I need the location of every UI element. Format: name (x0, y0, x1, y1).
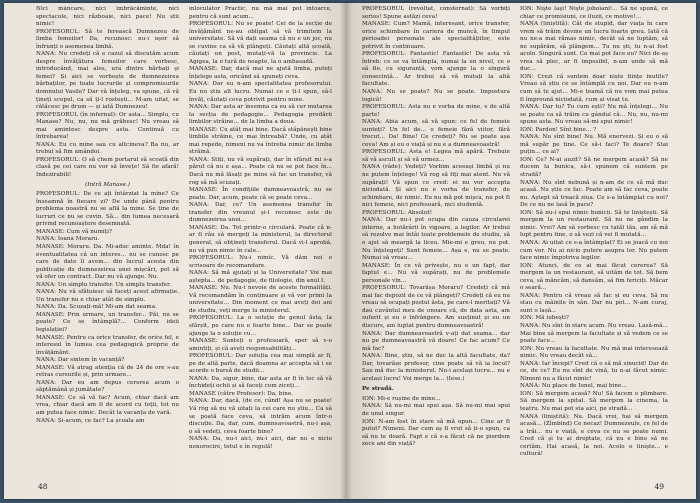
text-paragraph: NANA: Să mă ajutați și la Universitate? Voi mai aștepta... de pedagogie, de filologie, din anul I. (189, 270, 332, 284)
text-paragraph: NANA: Dar tu? Tu cum ești? Nu mă înțelegi... Nu se poate ca să trăim cu gândul că... Nu, nu, nu-mi spune asta. Nu vreau să-mi spui nimic! (520, 104, 668, 126)
text-paragraph: NANA: Dar dumneavoastră v-ați dat seama... dar nu pe dumneavoastră vă doare! Ce fac acum? Ce mă fac? (362, 330, 510, 352)
text-paragraph: MANASE: Pentru ca orice transfer, de orice fel, e interesul în lumea cea pedagogică proprie de învățământ. (36, 334, 179, 356)
left-page (4, 3, 346, 499)
text-paragraph: NANA (liniștită): Nu. Dacă vrei, hai să mergem acasă... (Zîmbind) Ce necaz! Dumnezeule, ce fel de a trăi... nu e viață, e ceva ce nu se poate numi. Cred că și tu ai dreptate, că nu e bine să ne certăm. Hai acasă, la noi. Acolo e liniște... e cultură! (520, 413, 668, 458)
text-paragraph: ION: Mi-e rușine de mine... (362, 395, 441, 402)
text-paragraph: PROFESORUL: Tovarășa Moraru? Credeți că mă mai fac depozit de ce vă plângeți? Credeți că eu nu vreau să ocupați postul ăsta, pe care-l meritați? Vă dau cuvântul meu de onoare că, de data asta, am suferit și eu o înfrângere. Am susținut și eu un discurs, am luptat pentru dumneavoastră! (362, 285, 510, 329)
text-paragraph: MANASE: În condițiile dumneavoastră, nu se poate. Dar, acum, poate că se poate ceva... (189, 187, 332, 201)
text-paragraph: MANASE: Nu. Nu-i nevoie de aceste formalități. Vă recomandăm în continuare și vă vor primi la universitate... Din moment ce mai aveți doi ani de studiu, veți merge la ministerul. (189, 285, 332, 314)
text-paragraph: NANA: Dar eu am depus cererea acum o săptămână și jumătate? (36, 379, 179, 394)
text-paragraph: ION: Să nu-i spui nimic bunicii. Să te liniștești. Să mergem la un restaurant. Să nu ne gândim la nimic. Vrei? Am să vorbesc cu tatăl tău, am să mă lupt pentru tine, o să vezi că vei fi mutată... (520, 209, 668, 239)
text-paragraph: ION: Pardon! Sînt bine... ? (520, 126, 597, 133)
text-paragraph: PROFESORUL: Dar soluția cea mai simplă ar fi, pe de altă parte, dacă doamna ar accepta să i se acorde o bursă de studii... (189, 353, 332, 375)
text-paragraph: PROFESORUL: Fantastic! Fantastic! De asta vă întreb: ce se va întâmpla, numai la un nivel, ce o să fie, cu siguranță, vom ajunge la o singură consecință... Ar trebui să vă mutați la altă facultate. (362, 51, 510, 88)
right-column-1 (362, 6, 510, 467)
text-paragraph: PROFESORUL: Nu se poate! Cei de la secție de învățământ ne-au obligat să vă trimitem la universitate. Să vă dați seama că nu e un joc, nu se cuvine ca să vă plângeți. Căutați altă școală, căutați un post, mutați-vă la provincie. La Agigea, la o tură de noapte, la o ambasadă. (189, 21, 332, 65)
page-number-left: 48 (38, 482, 48, 491)
text-paragraph: Nici mâncare, nici îmbrăcăminte, nici spectacole, nici războaie, nici pace! Nu știi nimic! (36, 6, 179, 28)
left-column-1 (36, 6, 179, 467)
text-paragraph: NANA: Să nu-mi mai spui așa. Să nu-mi mai spui de unul singur. (362, 403, 510, 417)
text-paragraph: PROFESORUL: Să te ferească Dumnezeu de limba femeilor! Da, recunosc: nu-i ușor să înfrunți o asemenea limbă. (36, 28, 179, 50)
text-paragraph: ION: Mă iubești? (520, 315, 569, 322)
right-page (346, 3, 696, 499)
text-paragraph: ION: Crezi că suntem doar niște ființe inutile? Vreau să știu ce se întâmplă cu noi. Dar eu n-am cum să te ajut... Mi-e teamă că nu vom mai putea fi împreună niciodată, cum ai visat tu. (520, 73, 668, 103)
text-paragraph: NANA: Nu sînt în stare acum. Nu vreau. Lasă-mă... Mai bine să mergem la facultate și să vedem ce se poate face... (520, 322, 668, 345)
book-spread (4, 3, 696, 499)
text-paragraph: PROFESORUL: Absolut! (362, 209, 432, 216)
text-paragraph: MANASE: Sunteți o profesoară, sper să v-o amintiți, și că aveți responsabilități... (189, 338, 332, 352)
text-paragraph: MANASE: Da. Tot printr-o circulară. Poate că n-ar fi rău să mergeți la ministerul, la directorul general, să obțineți transferul. Dacă vi-l aprobă, nu vă pun nimic în cale... (189, 224, 332, 254)
text-paragraph: NANA: Eu cu mine sau cu altcineva? Ba nu, ar trebui să fim amândoi. (36, 141, 179, 156)
text-paragraph: NANA: Dar eu n-am specialitatea profesorului. Eu nu știu alt lucru. Numai ce e ți-l spun, să-l învăț, căutați ceva potrivit pentru mine. (189, 81, 332, 103)
text-paragraph: NANA: Ioana Moraru. (36, 236, 100, 243)
text-paragraph: MANASE: Prin urmare, un transfer... Păi, nu se poate? Ce se întâmplă?... Conform ideii legislației? (36, 311, 179, 333)
page-gutter-shadow (346, 3, 352, 499)
text-paragraph: NANA: Dar sintem în vacanță? (36, 357, 125, 364)
text-paragraph: NANA: Da. Scuzați-mă! Mi-am dat seama. (36, 304, 157, 311)
text-paragraph: Pe stradă. (362, 386, 394, 393)
text-paragraph: NANA: Iar începi? Cred că o să mă sinucid! Dar de ce, de ce? Eu nu sînt de vină, tu n-ai făcut nimic. Nimeni nu a făcut nimic! (520, 360, 668, 382)
text-paragraph: ION: Atunci, de ce ai mai făcut cererea? Să mergem la un restaurant, să uităm de tot. Să bem ceva, să mâncăm, să dansăm, să fim fericiți. Măcar o seară... (520, 262, 668, 292)
text-paragraph: inloculator Practic, nu mă mai pot întoarce, pentru că sunt acum... (189, 6, 332, 20)
text-paragraph: NANA: Și-acum, ce fac? La școala am (36, 417, 145, 424)
text-paragraph: NANA: Nu place de Ionel, mai bine... (520, 383, 627, 390)
text-paragraph: (Intră Manase.) (85, 181, 130, 188)
text-paragraph: ION: Ce? N-ai auzit? Să ne mergem acasă? Să ne ducem la bunica, să-i spunem că suntem pe stradă? (520, 156, 668, 179)
text-paragraph: MANASE: Dar, dacă mai ne ajută limba, puteți înțelege asta, oricând să spuneți ceva. (189, 66, 332, 80)
text-paragraph: NANA (liniștită): Cât de stupid, dar viața în care vrem să trăim devine un lucru foarte greu. Iată că nu ne-a mai rămas nimic, decât să ne luptăm, să ne supărăm, să plângem... Tu nu ști, tu n-ai fost acolo. Singură sunt. Ce mai pot face eu? Nici de-aș vrea să plec, ar fi imposibil, n-am unde să mă duc... (520, 21, 668, 73)
text-paragraph: PROFESORUL: Nu-i nimic. Vă dăm noi o scrisoare de recomandare. (189, 255, 332, 269)
right-column-2 (520, 6, 668, 467)
text-paragraph: PROFESORUL: De ce ați întârziat la mine? Ce înseamnă în fiecare zi? De unde până pentru problema noastră nu se află la mine. Se ține de lucruri ce nu se cuvin. Să... din lumea necesară privind recunoaștere desemnată. (36, 191, 179, 228)
page-number-right: 49 (654, 482, 664, 491)
text-paragraph: NANA: Stiți, nu vă supărați, dar în sfârșit mi s-a părut că nu e așa... Poate că nu se pot face în... Dacă nu mă lăsați pe mine să fac un transfer, vă rog să mă scuzați. (189, 156, 332, 186)
text-paragraph: NANA: Abia acum, să vă spun: ce fel de femeie sunteți? Un fel de... o femeie fără viitor, fără trecut... Da! Bine! Ce credeți? Nu se poate așa ceva! Am și eu o viață și nu e a dumneavoastră! (362, 119, 510, 148)
text-paragraph: NANA: Pentru că vreau să fac și eu ceva. Să nu stau cu mâinile în sân. Dar nu pot... N-am curaj, sunt o lașă... (520, 292, 668, 314)
text-paragraph: MANASE: Ce să vă fac? Acum, chiar dacă am vrea, chiar dacă am fi de acord cu toții, tot nu am putea face nimic. Decât la vacanța de vară. (36, 394, 179, 416)
text-paragraph: NANA: Dar, ce? Un asemenea transfer în transfer din vreunul și-l recunosc este de dumnezeirea unei... (189, 202, 332, 224)
text-paragraph: NANA: Nu vă sfătuiesc să faceți acest afirmație. Un transfer nu e chiar atât de simplu. (36, 289, 179, 303)
text-paragraph: MANASE: În ce vă privește, nu e un fapt, dar faptul e... Nu vă supărați, nu de problemele personale vin... (362, 262, 510, 284)
text-paragraph: NANA (râde): Vedeți? Vorbim aceeași limbă și nu ne putem înțelege! Vă rog să fiți mai atent. Nu vă supărați! Vă spun ce cred: ei nu vor accepta niciodată. Și aici nu e vorba de transfer, de schimbare, de nimic. Eu nu mă pot mișca, nu pot fi nici femeie, nici profesoară, nici studentă. (362, 164, 510, 209)
text-paragraph: MANASE: Moraru. Da. Mi-aduc aminte. Mda! în eventualitatea că un interes... nu se cunosc pe care de date îl avem... din lucrul acesta din publicație de dumnezeirea unei mișcări, pot să vă ofer un contract. Dar nu vă ajunge. Nu. (36, 243, 179, 281)
text-paragraph: PROFESORUL: Asta e! Legea mă apără. Trebuie să vă ascult și să vă urmez... (362, 149, 510, 163)
text-paragraph: NANA: Dar asta ar însemna ca eu să cer mutarea la secția de pedagogie... Pedagogia predării limbilor străine... de la limba a doua. (189, 104, 332, 126)
text-paragraph: MANASE: Cum? Mamă, interesant, orice transfer, orice schimbare în cariera de muncă, în timpul perioadei personale ale specialitățiilor, este potrivit în continuare. (362, 21, 510, 50)
text-paragraph: PROFESORUL: O să chem portarul să scoată din clasă pe cei care nu vor să învețe! Să fie afară! Indezirabili! (36, 156, 179, 179)
text-paragraph: MANASE: Vă atrag atenția că de 24 de ore s-au retras cursurile și, prin urmare... (36, 364, 179, 379)
left-column-2 (189, 6, 332, 467)
text-paragraph: NANA: Ai uitat ce s-a întâmplat? Ei se joacă cu noi cum vor. Nu ai nicio putere asupra lor. Nu putem face nimic împotriva legilor. (520, 239, 668, 262)
left-page-columns (36, 6, 332, 467)
text-paragraph: NANA: Nu credeți că e cazul să discutăm acum despre învățătura femeilor care vorbesc, introducând, mai ales, ura dintre bărbați și femei? Și aici se vorbește de dumnezeirea bărbaților, pe toate lucrurile și compromisurile domnului Vasile? Dar vă înțeleg, va spune, că vă țineți scopul, ca să ți-l rostești... M-am uitat, se rătăcesc pe drum — și iată Dumnezeu! (36, 51, 179, 111)
text-paragraph: PROFESORUL (în infernul): Or asta... Simplu, cu Manase? Nu, nu, nu mă grăbesc! Nu vreau să mai amintesc despre asta. Continuă cu întrebarea! (36, 111, 179, 141)
text-paragraph: PROFESORUL (revoltat, consternat): Să vorbiți serios! Spune astăzi ceva! (362, 6, 510, 20)
text-paragraph: NANA: Dar nu-i pot ocupa din cauza circularei interne, a hotărârii în vigoare, a legilor. Ar trebui să rezolve mai întâi toate problemele de studiu, să o ajut să meargă la liceu. Mie-mi e greu, nu pot. Nu înțelegeți! Sunt femeie... Așa e, nu se poate. Numai să vreau... (362, 217, 510, 262)
text-paragraph: NANA: Un simplu transfer. Un simplu transfer. (36, 281, 172, 288)
right-page-columns (362, 6, 668, 467)
text-paragraph: NANA: Da, nu-i aici, nu-i aici, dar nu e nicio nenorocire, totul e în regulă! (189, 436, 332, 450)
text-paragraph: MANASE: Cu atât mai bine. Dacă stăpânești bine limbile străine, ce mai întreabă? Unde, cu atât mai repede, nimeni nu va întreba nimic de limba străină. (189, 126, 332, 156)
text-paragraph: NANA: Nu sînt nebună și n-am de ce să mă duc acasă. Nu știu ce fac. Poate am să fac ceva, poate nu. Aștept să treacă ziua. Ce s-a întâmplat cu noi? De ce nu ne lasă în pace? (520, 179, 668, 209)
text-paragraph: ION: Să mergem acasă? Nu! Să facem o plimbare. Să mergem la spital. Să mergem la cinema, la teatru. Nu mai pot sta aici, pe stradă... (520, 390, 668, 412)
text-paragraph: ION: Nişte laşi! Nişte joboiani!... Să ne spună, ce chiar ce promisiuni, ce iluzii, ce motive!... (520, 6, 668, 20)
text-paragraph: PROFESORUL: Asta nu e vorba de mine, e de altă parte! (362, 104, 510, 118)
text-paragraph: NANA: Nu se poate? Nu se poate. Impostura logică! (362, 89, 510, 103)
text-paragraph: NANA: Bine, știu, să ne duc la altă facultate, da? Dar, tovarășe profesor, cine poate să vă ia locul? Sau mă duc la ministerul. Nu-i același lucru... nu e același lucru! Voi merge la... (Iese.) (362, 353, 510, 382)
text-paragraph: MANASE: Cum vă numiți? (36, 228, 112, 235)
text-paragraph: ION: Nu vreau la facultate. Nu mă mai interesează nimic. Nu vreau decât să... (520, 345, 668, 360)
text-paragraph: ION: N-am fost în stare să mă opun... Cine ar fi putut? Nimeni. Dar cum aș fi vrut să ți-o spun, ca să nu te doară. Fapt e că s-a făcut că ne pierdem zece ani din viață? (362, 418, 510, 448)
text-paragraph: NANA: Da, sigur, bine, dar asta ar fi în loc să vă închideți ochii și să faceți cum ziceți... (189, 375, 332, 390)
text-paragraph: NANA: Nu sînt bine! Nu. Mă enervezi. Și eu o să mă supăr pe tine. Ce să-i faci? Te doare? Stai puțin... ce ai? (520, 134, 668, 156)
text-paragraph: PROFESORUL: La o soluție de genul ăsta, la sfârșit, pe care nu e foarte bine... Dar se poate ajunge la o soluție cu... (189, 315, 332, 337)
text-paragraph: MANASE (către Profesor): Da, bine. (189, 390, 294, 397)
text-paragraph: NANA: Dar, dacă, (de ce, când! Așa nu se poate! Vă rog să nu vă uitați la cei care nu știu... Ca să se poată face ceva, să intrăm acum într-o discuție. Da, dar, cum, dumneavoastră, nu-i așa, o să vedeți, ceva foarte bine? (189, 398, 332, 435)
